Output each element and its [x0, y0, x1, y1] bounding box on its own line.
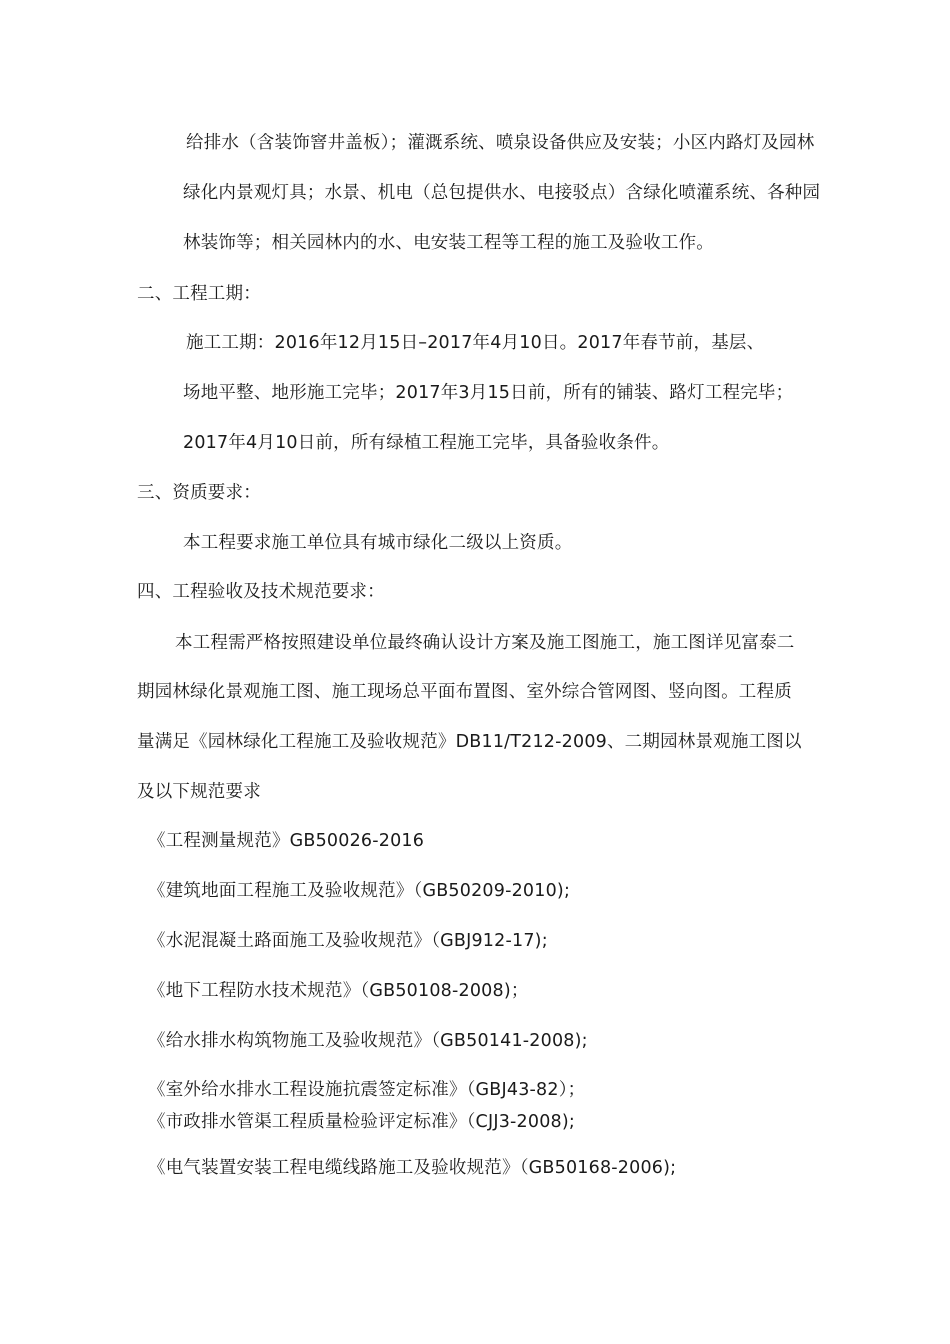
section-4-line-4: 及以下规范要求	[137, 782, 261, 802]
scope-line-2: 绿化内景观灯具；水景、机电（总包提供水、电接驳点）含绿化喷灌系统、各种园	[183, 183, 821, 203]
section-4-heading: 四、工程验收及技术规范要求：	[137, 582, 385, 602]
section-4-line-1: 本工程需严格按照建设单位最终确认设计方案及施工图施工，施工图详见富泰二	[175, 633, 795, 653]
section-2-line-1: 施工工期：2016年12月15日–2017年4月10日。2017年春节前，基层、	[186, 333, 765, 353]
standard-item: 《建筑地面工程施工及验收规范》（GB50209-2010);	[148, 881, 571, 901]
standard-item: 《给水排水构筑物施工及验收规范》（GB50141-2008);	[148, 1031, 588, 1051]
standard-item: 《水泥混凝土路面施工及验收规范》（GBJ912-17);	[148, 931, 548, 951]
scope-line-3: 林装饰等；相关园林内的水、电安装工程等工程的施工及验收工作。	[183, 233, 714, 253]
standard-item: 《室外给水排水工程设施抗震签定标准》（GBJ43-82）；	[148, 1080, 586, 1100]
section-2-line-3: 2017年4月10日前，所有绿植工程施工完毕，具备验收条件。	[183, 433, 670, 453]
scope-line-1: 给排水（含装饰窨井盖板）；灌溉系统、喷泉设备供应及安装；小区内路灯及园林	[186, 133, 815, 153]
standard-item: 《市政排水管渠工程质量检验评定标准》（CJJ3-2008);	[148, 1112, 575, 1132]
section-2-line-2: 场地平整、地形施工完毕；2017年3月15日前，所有的铺装、路灯工程完毕；	[183, 383, 794, 403]
section-2-heading: 二、工程工期：	[137, 284, 261, 304]
section-4-line-3: 量满足《园林绿化工程施工及验收规范》DB11/T212-2009、二期园林景观施工图以	[137, 732, 802, 752]
section-4-line-2: 期园林绿化景观施工图、施工现场总平面布置图、室外综合管网图、竖向图。工程质	[137, 682, 792, 702]
standard-item: 《地下工程防水技术规范》（GB50108-2008)；	[148, 981, 529, 1001]
section-3-heading: 三、资质要求：	[137, 483, 261, 503]
section-3-line-1: 本工程要求施工单位具有城市绿化二级以上资质。	[183, 533, 573, 553]
standard-item: 《工程测量规范》GB50026-2016	[148, 831, 425, 851]
standard-item: 《电气装置安装工程电缆线路施工及验收规范》（GB50168-2006);	[148, 1158, 677, 1178]
